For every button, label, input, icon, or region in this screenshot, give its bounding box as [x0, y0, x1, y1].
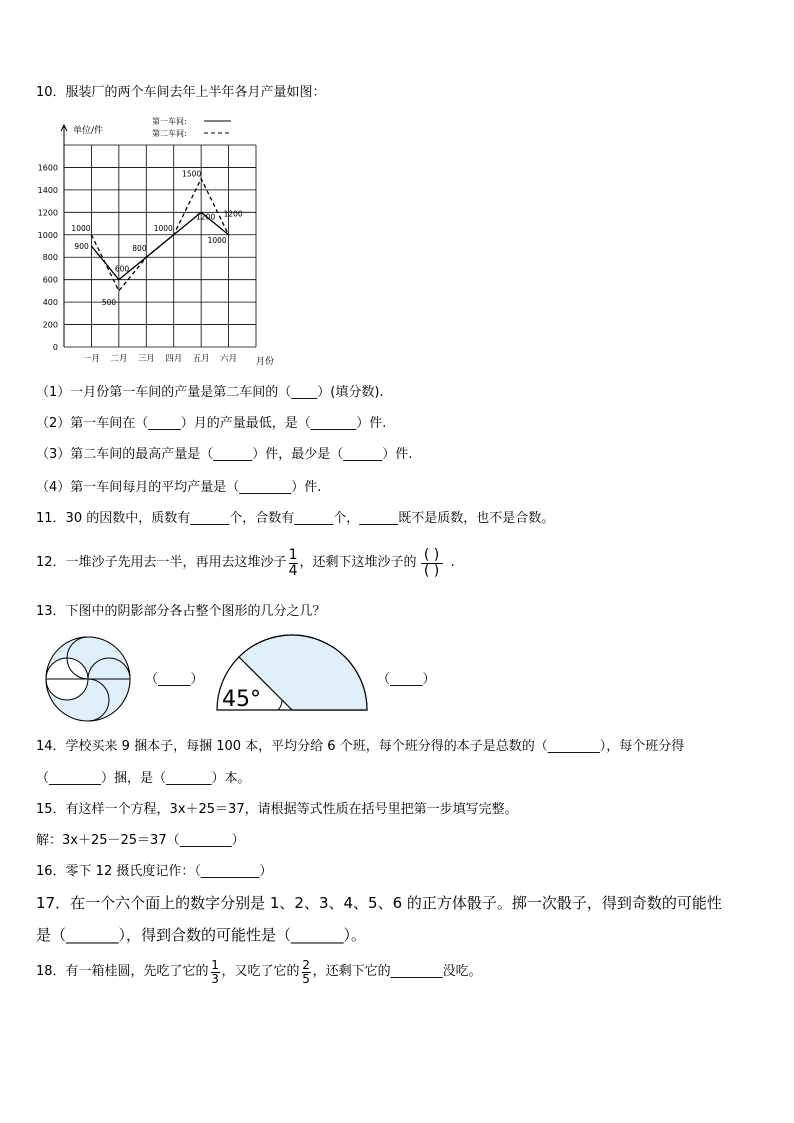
q11-text: 11．30 的因数中，质数有______个，合数有______个，______既不是质数，也不是合数。 [36, 511, 555, 526]
chart-legend [152, 116, 231, 138]
q10-sub4: （4）第一车间每月的平均产量是（________）件. [36, 480, 322, 495]
data-label: 800 [132, 244, 147, 254]
x-tick-label: 五月 [192, 354, 210, 364]
data-label: 1500 [182, 169, 202, 179]
q10-sub3: （3）第二车间的最高产量是（______）件，最少是（______）件. [36, 447, 413, 462]
circle-figure [38, 635, 138, 725]
data-label: 1000 [71, 223, 91, 233]
chart-y-ticks [38, 163, 58, 352]
q17-line2: 是（_______），得到合数的可能性是（_______）。 [36, 926, 367, 944]
x-tick-label: 三月 [137, 354, 155, 364]
chart-x-ticks [83, 353, 237, 364]
y-tick-label: 1600 [37, 163, 58, 173]
q18-f2-num: 2 [302, 957, 310, 972]
x-tick-label: 二月 [110, 354, 128, 364]
q16-text: 16．零下 12 摄氏度记作：（_________） [36, 864, 273, 879]
q14-line2: （________）捆，是（_______）本。 [36, 771, 251, 786]
q12-mid: ，还剩下这堆沙子的 [299, 555, 417, 570]
q15-line1: 15．有这样一个方程，3x＋25＝37，请根据等式性质在括号里把第一步填写完整。 [36, 802, 518, 817]
q18-a: 18．有一箱桂圆，先吃了它的 [36, 964, 209, 979]
angle-label: 45° [222, 687, 261, 712]
x-tick-label: 四月 [165, 354, 183, 364]
q18-f2-den: 5 [302, 971, 310, 986]
y-tick-label: 200 [42, 320, 58, 330]
q12-fraction [289, 548, 298, 579]
series-line-workshop1 [91, 212, 228, 279]
chart-ylabel: 单位/件 [73, 126, 104, 136]
data-label: 1200 [196, 212, 216, 222]
data-label: 1000 [153, 223, 173, 233]
q15-line2: 解：3x＋25－25＝37（________） [36, 833, 245, 848]
chart-axes [61, 125, 67, 347]
q18-fraction-1 [211, 959, 220, 986]
q10-sub1: （1）一月份第一车间的产量是第二车间的（____）(填分数). [36, 385, 384, 400]
data-label: 900 [74, 242, 89, 251]
chart-xlabel: 月份 [256, 357, 275, 367]
data-label: 600 [114, 264, 130, 274]
q12-text: 12．一堆沙子先用去一半，再用去这堆沙子 [36, 555, 287, 570]
legend-entry-2: 第二车间: [152, 129, 187, 138]
q12-frac-num: 1 [288, 546, 298, 563]
data-label: 1000 [207, 235, 227, 245]
q18-b: ，又吃了它的 [221, 964, 300, 979]
data-label: 1200 [223, 209, 243, 219]
q12-frac-den: 4 [288, 562, 298, 579]
q12-blank-fraction [421, 548, 443, 579]
q17-line1: 17．在一个六个面上的数字分别是 1、2、3、4、5、6 的正方体骰子。掷一次骰子，得到奇数的可能性 [36, 894, 722, 912]
q18-c: ，还剩下它的________没吃。 [312, 964, 482, 979]
q12-end: . [450, 555, 455, 570]
q18-fraction-2 [302, 959, 311, 986]
y-tick-label: 800 [42, 253, 58, 263]
x-tick-label: 六月 [220, 354, 238, 364]
q14-line1: 14．学校买来 9 捆本子，每捆 100 本，平均分给 6 个班，每个班分得的本子是总数的（________），每个班分得 [36, 739, 685, 754]
x-tick-label: 一月 [82, 354, 100, 364]
q13-text: 13．下图中的阴影部分各占整个图形的几分之几？ [36, 604, 326, 619]
y-tick-label: 1000 [37, 230, 58, 240]
q18-line [36, 955, 482, 989]
legend-entry-1: 第一车间: [152, 117, 187, 126]
y-tick-label: 1200 [37, 208, 58, 218]
q12-line [36, 543, 455, 583]
q18-f1-num: 1 [211, 957, 219, 972]
q10-sub2: （2）第一车间在（_____）月的产量最低，是（_______）件. [36, 416, 387, 431]
q18-f1-den: 3 [211, 971, 219, 986]
production-line-chart [34, 112, 286, 372]
q10-stem: 10．服装厂的两个车间去年上半年各月产量如图： [36, 85, 326, 100]
y-tick-label: 400 [42, 298, 58, 308]
y-tick-label: 600 [42, 275, 58, 285]
y-tick-label: 0 [52, 343, 58, 352]
q13-blank1: （_____） [145, 672, 204, 687]
y-tick-label: 1400 [37, 185, 58, 195]
data-label: 500 [101, 297, 117, 307]
semicircle-figure [212, 630, 372, 716]
q12-blank-den: ( ) [423, 562, 440, 579]
q13-blank2: （_____） [377, 672, 436, 687]
q12-blank-num: ( ) [423, 546, 440, 563]
